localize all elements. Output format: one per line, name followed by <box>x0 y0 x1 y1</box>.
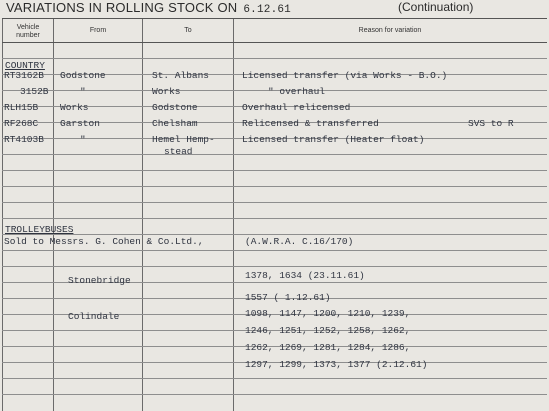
variation-note: SVS to R <box>468 118 514 129</box>
row-rule <box>2 154 547 155</box>
column-rule <box>233 18 234 411</box>
title-text: VARIATIONS IN ROLLING STOCK ON <box>6 0 238 15</box>
vehicle-number: RLH15B <box>4 102 39 113</box>
from-depot: Works <box>60 102 89 113</box>
row-rule <box>2 378 547 379</box>
column-header-vehicle: Vehicle number <box>16 24 40 39</box>
to-depot: Works <box>152 86 181 97</box>
row-rule <box>2 170 547 171</box>
section-heading-trolleybuses: TROLLEYBUSES <box>5 224 74 235</box>
row-rule <box>2 234 547 235</box>
row-rule <box>2 42 547 43</box>
vehicle-list-line: 1557 ( 1.12.61) <box>245 292 331 303</box>
row-rule <box>2 394 547 395</box>
column-rule <box>2 18 3 411</box>
to-depot-continued: stead <box>164 146 193 157</box>
vehicle-number: RF268C <box>4 118 39 129</box>
authority-reference: (A.W.R.A. C.16/170) <box>245 236 354 247</box>
column-rule <box>53 18 54 411</box>
sold-to-line: Sold to Messrs. G. Cohen & Co.Ltd., <box>4 236 204 247</box>
row-rule <box>2 186 547 187</box>
vehicle-list-line: 1262, 1269, 1281, 1284, 1286, <box>245 342 411 353</box>
column-header-from: From <box>89 27 107 34</box>
vehicle-number: RT4103B <box>4 134 44 145</box>
vehicle-list-line: 1378, 1634 (23.11.61) <box>245 270 365 281</box>
from-depot: Garston <box>60 118 100 129</box>
variation-reason: Licensed transfer (Heater float) <box>242 134 425 145</box>
variation-reason: Overhaul relicensed <box>242 102 351 113</box>
row-rule <box>2 202 547 203</box>
variation-reason: " overhaul <box>268 86 326 97</box>
depot-label-colindale: Colindale <box>68 311 120 322</box>
vehicle-number: RT3162B <box>4 70 44 81</box>
row-rule <box>2 218 547 219</box>
to-depot: Godstone <box>152 102 198 113</box>
depot-label-stonebridge: Stonebridge <box>68 275 131 286</box>
row-rule <box>2 18 547 19</box>
title-date: 6.12.61 <box>243 4 291 16</box>
from-depot: Godstone <box>60 70 106 81</box>
row-rule <box>2 250 547 251</box>
vehicle-list-line: 1297, 1299, 1373, 1377 (2.12.61) <box>245 359 428 370</box>
continuation-label: (Continuation) <box>398 0 474 14</box>
to-depot: St. Albans <box>152 70 210 81</box>
row-rule <box>2 58 547 59</box>
column-rule <box>142 18 143 411</box>
variation-reason: Licensed transfer (via Works - B.O.) <box>242 70 448 81</box>
column-header-to: To <box>184 27 192 34</box>
page-title <box>6 0 291 16</box>
vehicle-list-line: 1098, 1147, 1200, 1210, 1239, <box>245 308 411 319</box>
column-header-reason: Reason for variation <box>358 27 422 34</box>
row-rule <box>2 266 547 267</box>
to-depot: Chelsham <box>152 118 198 129</box>
to-depot: Hemel Hemp- <box>152 134 215 145</box>
section-heading-country: COUNTRY <box>5 60 45 71</box>
from-depot: " <box>80 134 86 145</box>
from-depot: " <box>80 86 86 97</box>
vehicle-list-line: 1246, 1251, 1252, 1258, 1262, <box>245 325 411 336</box>
vehicle-number: 3152B <box>20 86 49 97</box>
variation-reason: Relicensed & transferred <box>242 118 379 129</box>
